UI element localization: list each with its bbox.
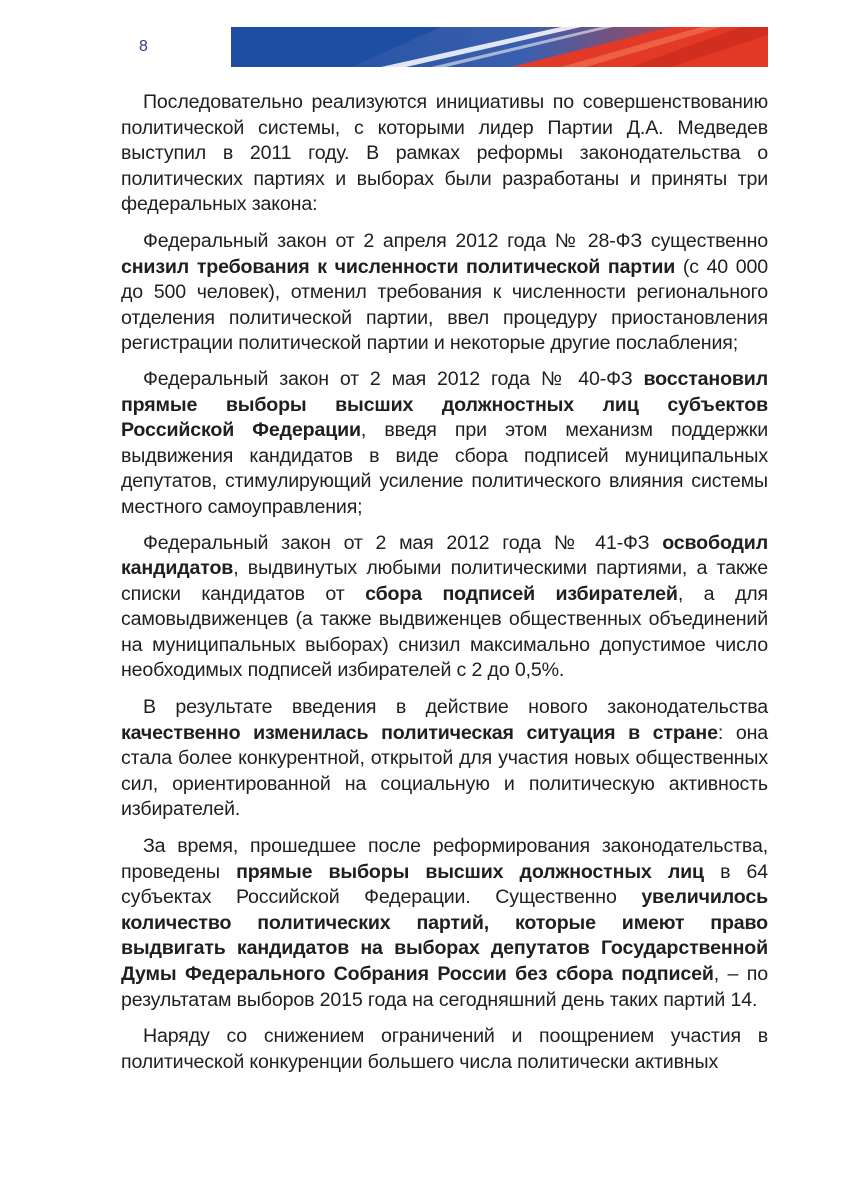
paragraph — [121, 367, 768, 521]
paragraph — [121, 90, 768, 218]
text-run: Последовательно реализуются инициативы по совершенствованию политической системы, с которыми лидер Партии Д.А. Медведев выступил в 2011 году. В рамках реформы законодательства о политических партиях и выборах были разработаны и приняты три федеральных закона: — [121, 91, 768, 216]
paragraph — [121, 531, 768, 685]
text-run: Федеральный закон от 2 апреля 2012 года № 28-ФЗ существенно — [143, 229, 768, 252]
paragraph — [121, 695, 768, 823]
text-run: , – по результатам выборов 2015 года на сегодняшний день таких партий 14. — [121, 963, 768, 1011]
bold-text: сбора подписей избирателей — [365, 582, 678, 605]
text-run: Федеральный закон от 2 мая 2012 года № 40-ФЗ — [143, 367, 644, 390]
text-run: (с 40 000 до 500 человек), отменил требования к численности регионального отделения политической партии, ввел процедуру приостановления регистрации политической партии и некоторые другие послабления; — [121, 255, 768, 355]
bold-text: прямые выборы высших должностных лиц — [236, 860, 704, 883]
text-run: : она стала более конкурентной, открытой для участия новых общественных сил, ориентированной на социальную и политическую активность избирателей. — [121, 721, 768, 821]
text-run: Федеральный закон от 2 мая 2012 года № 41-ФЗ — [143, 531, 663, 554]
document-body — [121, 90, 768, 1087]
text-run: , а для самовыдвиженцев (а также выдвиженцев общественных объединений на муниципальных выборах) снизил максимально допустимое число необходимых подписей избирателей с 2 до 0,5%. — [121, 582, 768, 682]
text-run: Наряду со снижением ограничений и поощрением участия в политической конкуренции большего числа политически активных — [121, 1025, 768, 1073]
bold-text: увеличилось количество политических партий, которые имеют право выдвигать кандидатов на выборах депутатов Государственной Думы Федерального Собрания России без сбора подписей — [121, 886, 768, 985]
tricolor-header-banner — [231, 27, 768, 67]
paragraph — [121, 1024, 768, 1075]
bold-text: качественно изменилась политическая ситуация в стране — [121, 721, 718, 744]
text-run: , выдвинутых любыми политическими партиями, а также списки кандидатов от — [121, 557, 768, 605]
page-number: 8 — [139, 38, 148, 55]
text-run: в 64 субъектах Российской Федерации. Существенно — [121, 860, 768, 909]
paragraph — [121, 229, 768, 357]
bold-text: снизил требования к численности политической партии — [121, 255, 676, 278]
paragraph — [121, 834, 768, 1013]
text-run: , введя при этом механизм поддержки выдвижения кандидатов в виде сбора подписей муниципальных депутатов, стимулирующий усиление политического влияния системы местного самоуправления; — [121, 419, 768, 518]
bold-text: восстановил прямые выборы высших должностных лиц субъектов Российской Федерации — [121, 367, 768, 442]
text-run: В результате введения в действие нового законодательства — [143, 696, 768, 719]
bold-text: освободил кандидатов — [121, 531, 768, 580]
text-run: За время, прошедшее после реформирования законодательства, проведены — [121, 835, 768, 883]
